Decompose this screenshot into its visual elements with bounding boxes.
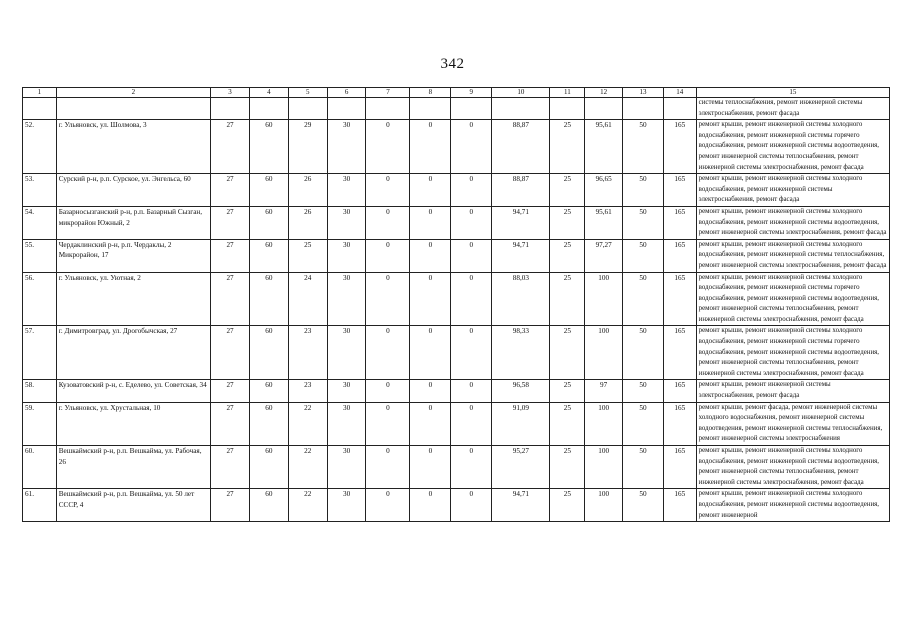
column-header: 13	[623, 88, 664, 98]
value-cell: 60	[249, 272, 288, 326]
value-cell: 0	[410, 489, 451, 522]
value-cell: 94,71	[492, 489, 550, 522]
works-cell: ремонт крыши, ремонт инженерной системы электроснабжения, ремонт фасада	[696, 380, 889, 402]
value-cell: 60	[249, 174, 288, 207]
value-cell: 165	[663, 206, 696, 239]
table-row	[23, 120, 890, 174]
value-cell: 27	[211, 174, 250, 207]
value-cell: 25	[550, 239, 585, 272]
value-cell: 88,87	[492, 120, 550, 174]
address-cell: Вешкаймский р-н, р.п. Вешкайма, ул. Рабочая, 26	[56, 446, 210, 489]
value-cell: 88,87	[492, 174, 550, 207]
value-cell: 30	[327, 174, 366, 207]
address-cell: Вешкаймский р-н, р.п. Вешкайма, ул. 50 лет СССР, 4	[56, 489, 210, 522]
row-number-cell: 61.	[23, 489, 57, 522]
value-cell: 60	[249, 326, 288, 380]
value-cell: 26	[288, 206, 327, 239]
column-header: 11	[550, 88, 585, 98]
address-cell: г. Ульяновск, ул. Хрустальная, 10	[56, 402, 210, 445]
value-cell: 25	[288, 239, 327, 272]
housing-repair-table	[22, 87, 890, 522]
column-header: 14	[663, 88, 696, 98]
value-cell: 97	[585, 380, 623, 402]
value-cell: 0	[410, 239, 451, 272]
value-cell: 50	[623, 402, 664, 445]
works-cell: ремонт крыши, ремонт инженерной системы холодного водоснабжения, ремонт инженерной системы водоотведения, ремонт инженерной системы теплоснабжения, ремонт инженерной системы электроснабжения, ремонт фасада	[696, 446, 889, 489]
value-cell: 0	[366, 380, 410, 402]
table-row	[23, 174, 890, 207]
works-cell: ремонт крыши, ремонт инженерной системы холодного водоснабжения, ремонт инженерной системы водоотведения, ремонт инженерной	[696, 489, 889, 522]
works-cell: ремонт крыши, ремонт инженерной системы холодного водоснабжения, ремонт инженерной системы теплоснабжения, ремонт инженерной системы электроснабжения, ремонт фасада	[696, 239, 889, 272]
value-cell: 60	[249, 446, 288, 489]
works-cell: системы теплоснабжения, ремонт инженерной системы электроснабжения, ремонт фасада	[696, 98, 889, 120]
value-cell: 24	[288, 272, 327, 326]
value-cell: 27	[211, 380, 250, 402]
value-cell: 100	[585, 272, 623, 326]
row-number-cell: 59.	[23, 402, 57, 445]
value-cell: 50	[623, 120, 664, 174]
value-cell: 29	[288, 120, 327, 174]
value-cell: 60	[249, 380, 288, 402]
value-cell: 94,71	[492, 206, 550, 239]
row-number-cell: 56.	[23, 272, 57, 326]
value-cell: 27	[211, 239, 250, 272]
value-cell: 0	[410, 326, 451, 380]
value-cell: 97,27	[585, 239, 623, 272]
value-cell: 60	[249, 489, 288, 522]
value-cell: 0	[366, 446, 410, 489]
address-cell: Сурский р-н, р.п. Сурское, ул. Энгельса, 60	[56, 174, 210, 207]
value-cell: 60	[249, 402, 288, 445]
value-cell: 23	[288, 326, 327, 380]
table-row	[23, 402, 890, 445]
value-cell: 30	[327, 489, 366, 522]
value-cell: 0	[366, 326, 410, 380]
table-row	[23, 239, 890, 272]
page-number: 342	[440, 56, 465, 72]
column-header: 8	[410, 88, 451, 98]
column-header: 6	[327, 88, 366, 98]
value-cell: 27	[211, 120, 250, 174]
value-cell: 165	[663, 402, 696, 445]
column-header: 12	[585, 88, 623, 98]
row-number-cell: 53.	[23, 174, 57, 207]
value-cell: 95,61	[585, 120, 623, 174]
value-cell: 50	[623, 446, 664, 489]
value-cell: 27	[211, 489, 250, 522]
table-row	[23, 446, 890, 489]
value-cell: 94,71	[492, 239, 550, 272]
value-cell: 0	[451, 326, 492, 380]
value-cell: 25	[550, 272, 585, 326]
row-number-cell: 57.	[23, 326, 57, 380]
value-cell: 25	[550, 489, 585, 522]
value-cell: 0	[366, 120, 410, 174]
value-cell: 60	[249, 239, 288, 272]
value-cell: 165	[663, 326, 696, 380]
address-cell: Базарносызганский р-н, р.п. Базарный Сызган, микрорайон Южный, 2	[56, 206, 210, 239]
value-cell: 30	[327, 206, 366, 239]
value-cell: 30	[327, 120, 366, 174]
value-cell: 30	[327, 239, 366, 272]
value-cell: 0	[366, 174, 410, 207]
value-cell: 50	[623, 272, 664, 326]
value-cell: 26	[288, 174, 327, 207]
row-number-cell: 52.	[23, 120, 57, 174]
value-cell: 0	[410, 272, 451, 326]
value-cell: 0	[410, 380, 451, 402]
value-cell: 100	[585, 402, 623, 445]
value-cell: 25	[550, 402, 585, 445]
value-cell: 25	[550, 380, 585, 402]
value-cell: 30	[327, 272, 366, 326]
value-cell: 50	[623, 380, 664, 402]
column-header: 10	[492, 88, 550, 98]
value-cell: 0	[451, 174, 492, 207]
continuation-row	[23, 98, 890, 120]
value-cell: 0	[410, 446, 451, 489]
value-cell: 165	[663, 446, 696, 489]
value-cell: 30	[327, 402, 366, 445]
value-cell: 25	[550, 174, 585, 207]
value-cell: 0	[410, 120, 451, 174]
address-cell: г. Ульяновск, ул. Шолмова, 3	[56, 120, 210, 174]
works-cell: ремонт крыши, ремонт инженерной системы холодного водоснабжения, ремонт инженерной системы водоотведения, ремонт инженерной системы электроснабжения, ремонт фасада	[696, 206, 889, 239]
value-cell: 22	[288, 489, 327, 522]
works-cell: ремонт крыши, ремонт инженерной системы холодного водоснабжения, ремонт инженерной системы горячего водоснабжения, ремонт инженерной системы водоотведения, ремонт инженерной системы теплоснабжения, ремонт инженерной системы электроснабжения, ремонт фасада	[696, 272, 889, 326]
value-cell: 30	[327, 326, 366, 380]
value-cell: 165	[663, 380, 696, 402]
value-cell: 0	[451, 402, 492, 445]
value-cell: 50	[623, 326, 664, 380]
value-cell: 0	[451, 239, 492, 272]
row-number-cell: 55.	[23, 239, 57, 272]
works-cell: ремонт крыши, ремонт фасада, ремонт инженерной системы холодного водоснабжения, ремонт инженерной системы водоотведения, ремонт инженерной системы теплоснабжения, ремонт инженерной системы электроснабжения	[696, 402, 889, 445]
column-header: 4	[249, 88, 288, 98]
value-cell: 25	[550, 326, 585, 380]
value-cell: 98,33	[492, 326, 550, 380]
value-cell: 27	[211, 206, 250, 239]
value-cell: 95,27	[492, 446, 550, 489]
value-cell: 25	[550, 120, 585, 174]
value-cell: 0	[410, 402, 451, 445]
value-cell: 165	[663, 120, 696, 174]
value-cell: 30	[327, 380, 366, 402]
value-cell: 96,65	[585, 174, 623, 207]
value-cell: 0	[366, 402, 410, 445]
row-number-cell: 58.	[23, 380, 57, 402]
column-header: 15	[696, 88, 889, 98]
value-cell: 0	[451, 446, 492, 489]
value-cell: 0	[410, 174, 451, 207]
works-cell: ремонт крыши, ремонт инженерной системы холодного водоснабжения, ремонт инженерной системы электроснабжения, ремонт фасада	[696, 174, 889, 207]
table-row	[23, 380, 890, 402]
row-number-cell: 54.	[23, 206, 57, 239]
value-cell: 0	[451, 206, 492, 239]
value-cell: 0	[451, 272, 492, 326]
row-number-cell: 60.	[23, 446, 57, 489]
table-row	[23, 326, 890, 380]
table-row	[23, 489, 890, 522]
value-cell: 50	[623, 239, 664, 272]
value-cell: 165	[663, 239, 696, 272]
value-cell: 96,58	[492, 380, 550, 402]
value-cell: 50	[623, 489, 664, 522]
value-cell: 0	[451, 489, 492, 522]
value-cell: 60	[249, 120, 288, 174]
value-cell: 0	[451, 380, 492, 402]
value-cell: 27	[211, 446, 250, 489]
value-cell: 100	[585, 489, 623, 522]
column-header: 3	[211, 88, 250, 98]
value-cell: 0	[366, 489, 410, 522]
column-header: 7	[366, 88, 410, 98]
column-header: 2	[56, 88, 210, 98]
works-cell: ремонт крыши, ремонт инженерной системы холодного водоснабжения, ремонт инженерной системы горячего водоснабжения, ремонт инженерной системы водоотведения, ремонт инженерной системы теплоснабжения, ремонт инженерной системы электроснабжения, ремонт фасада	[696, 326, 889, 380]
address-cell: г. Ульяновск, ул. Уютная, 2	[56, 272, 210, 326]
value-cell: 30	[327, 446, 366, 489]
value-cell: 27	[211, 326, 250, 380]
value-cell: 50	[623, 206, 664, 239]
value-cell: 23	[288, 380, 327, 402]
value-cell: 95,61	[585, 206, 623, 239]
address-cell: Кузоватовский р-н, с. Еделево, ул. Советская, 34	[56, 380, 210, 402]
value-cell: 88,03	[492, 272, 550, 326]
value-cell: 22	[288, 402, 327, 445]
value-cell: 50	[623, 174, 664, 207]
value-cell: 165	[663, 489, 696, 522]
value-cell: 27	[211, 402, 250, 445]
value-cell: 165	[663, 272, 696, 326]
value-cell: 60	[249, 206, 288, 239]
column-number-row	[23, 88, 890, 98]
value-cell: 0	[366, 239, 410, 272]
value-cell: 100	[585, 446, 623, 489]
table-row	[23, 272, 890, 326]
address-cell: Чердаклинский р-н, р.п. Чердаклы, 2 Микрорайон, 17	[56, 239, 210, 272]
value-cell: 91,09	[492, 402, 550, 445]
table-row	[23, 206, 890, 239]
value-cell: 100	[585, 326, 623, 380]
value-cell: 0	[410, 206, 451, 239]
works-cell: ремонт крыши, ремонт инженерной системы холодного водоснабжения, ремонт инженерной системы горячего водоснабжения, ремонт инженерной системы водоотведения, ремонт инженерной системы теплоснабжения, ремонт инженерной системы электроснабжения, ремонт фасада	[696, 120, 889, 174]
value-cell: 165	[663, 174, 696, 207]
value-cell: 22	[288, 446, 327, 489]
column-header: 5	[288, 88, 327, 98]
value-cell: 25	[550, 206, 585, 239]
value-cell: 25	[550, 446, 585, 489]
value-cell: 27	[211, 272, 250, 326]
address-cell: г. Димитровград, ул. Дрогобычская, 27	[56, 326, 210, 380]
column-header: 1	[23, 88, 57, 98]
value-cell: 0	[366, 272, 410, 326]
column-header: 9	[451, 88, 492, 98]
value-cell: 0	[366, 206, 410, 239]
value-cell: 0	[451, 120, 492, 174]
